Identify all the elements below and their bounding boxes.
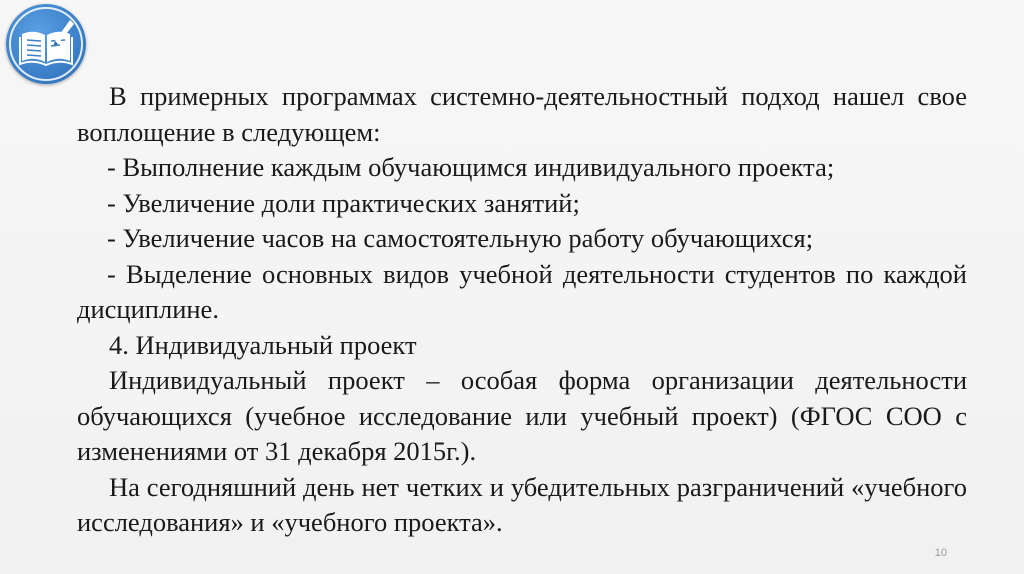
conclusion-paragraph: На сегодняшний день нет четких и убедительных разграничений «учебного исследования» и «учебного проекта». <box>77 471 967 537</box>
slide-body <box>77 79 967 541</box>
page-number: 10 <box>934 547 947 559</box>
list-item: - Выполнение каждым обучающимся индивидуального проекта; <box>107 152 835 182</box>
intro-paragraph: В примерных программах системно-деятельностный подход нашел свое воплощение в следующем: <box>77 81 967 147</box>
definition-paragraph: Индивидуальный проект – особая форма организации деятельности обучающихся (учебное исследование или учебный проект) (ФГОС СОО с изменениями от 31 декабря 2015г.). <box>77 365 967 466</box>
list-item: - Выделение основных видов учебной деятельности студентов по каждой дисциплине. <box>77 258 967 324</box>
logo <box>6 4 86 84</box>
section-heading: 4. Индивидуальный проект <box>109 329 417 360</box>
list-item: - Увеличение доли практических занятий; <box>107 187 580 218</box>
list-item: - Увеличение часов на самостоятельную работу обучающихся; <box>107 223 814 253</box>
